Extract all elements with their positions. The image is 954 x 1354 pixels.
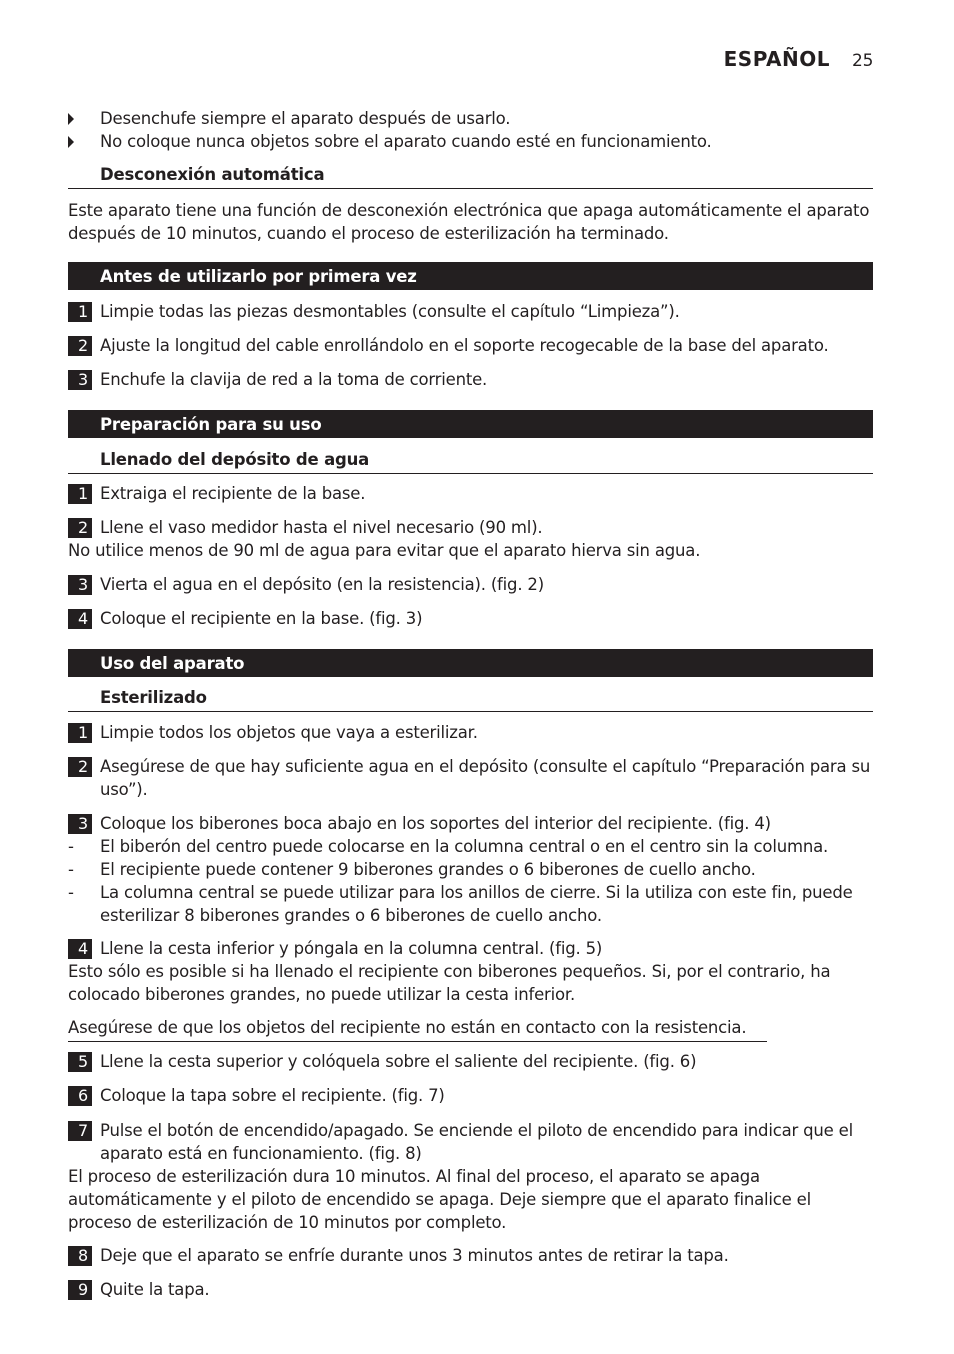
step3-dash-item: El biberón del centro puede colocarse en la columna central o en el centro sin la columna. (100, 837, 829, 856)
usage-step: Quite la tapa. (100, 1280, 210, 1299)
dash-marker: - (68, 837, 74, 856)
usage-step: Pulse el botón de encendido/apagado. Se enciende el piloto de encendido para indicar que el aparato está en funcionamiento. (fig. 8) (100, 1121, 853, 1163)
usage-heading: Uso del aparato (68, 649, 873, 677)
dash-marker: - (68, 860, 74, 879)
step-number: 4 (68, 609, 92, 629)
step4-note: Esto sólo es posible si ha llenado el recipiente con biberones pequeños. Si, por el contrario, ha colocado biberones grandes, no puede utilizar la cesta inferior. (68, 962, 831, 1004)
step-number: 8 (68, 1246, 92, 1266)
contact-warning: Asegúrese de que los objetos del recipiente no están en contacto con la resistencia. (68, 1016, 767, 1042)
usage-step: Llene la cesta inferior y póngala en la columna central. (fig. 5) (100, 939, 603, 958)
dash-marker: - (68, 883, 74, 902)
step-number: 2 (68, 757, 92, 777)
usage-step: Asegúrese de que hay suficiente agua en el depósito (consulte el capítulo “Preparación para su uso”). (100, 757, 871, 799)
step-number: 5 (68, 1052, 92, 1072)
page-number: 25 (852, 51, 874, 71)
step-number: 2 (68, 518, 92, 538)
usage-step: Llene la cesta superior y colóquela sobre el saliente del recipiente. (fig. 6) (100, 1052, 697, 1071)
header-language: ESPAÑOL (723, 47, 830, 71)
step3-dash-item: La columna central se puede utilizar para los anillos de cierre. Si la utiliza con este fin, puede esterilizar 8 biberones grandes o 6 biberones de cuello ancho. (100, 883, 853, 925)
bullet-icon (68, 113, 78, 125)
preparation-note: No utilice menos de 90 ml de agua para evitar que el aparato hierva sin agua. (68, 541, 701, 560)
step3-dash-item: El recipiente puede contener 9 biberones grandes o 6 biberones de cuello ancho. (100, 860, 756, 879)
step-number: 1 (68, 302, 92, 322)
step-number: 3 (68, 575, 92, 595)
step-number: 6 (68, 1086, 92, 1106)
step-number: 4 (68, 939, 92, 959)
auto-off-text: Este aparato tiene una función de desconexión electrónica que apaga automáticamente el aparato después de 10 minutos, cuando el proceso de esterilización ha terminado. (68, 201, 870, 243)
preparation-step: Vierta el agua en el depósito (en la resistencia). (fig. 2) (100, 575, 544, 594)
water-tank-subheading: Llenado del depósito de agua (68, 448, 873, 474)
usage-step: Deje que el aparato se enfríe durante unos 3 minutos antes de retirar la tapa. (100, 1246, 729, 1265)
step-number: 3 (68, 814, 92, 834)
step-number: 1 (68, 484, 92, 504)
preparation-step: Llene el vaso medidor hasta el nivel necesario (90 ml). (100, 518, 543, 537)
preparation-step: Extraiga el recipiente de la base. (100, 484, 366, 503)
preparation-heading: Preparación para su uso (68, 410, 873, 438)
sterilizing-subheading: Esterilizado (68, 686, 873, 712)
first-use-step: Enchufe la clavija de red a la toma de corriente. (100, 370, 488, 389)
step-number: 7 (68, 1121, 92, 1141)
usage-step: Limpie todos los objetos que vaya a esterilizar. (100, 723, 478, 742)
first-use-step: Limpie todas las piezas desmontables (consulte el capítulo “Limpieza”). (100, 302, 680, 321)
intro-bullet: Desenchufe siempre el aparato después de usarlo. (100, 109, 511, 128)
step7-note: El proceso de esterilización dura 10 minutos. Al final del proceso, el aparato se apaga automáticamente y el piloto de encendido se apaga. Deje siempre que el aparato finalice el proceso de esterilización de 10 minutos por completo. (68, 1167, 812, 1232)
step-number: 3 (68, 370, 92, 390)
usage-step: Coloque los biberones boca abajo en los soportes del interior del recipiente. (fig. 4) (100, 814, 771, 833)
step-number: 9 (68, 1280, 92, 1300)
step-number: 1 (68, 723, 92, 743)
auto-off-heading: Desconexión automática (68, 163, 873, 189)
step-number: 2 (68, 336, 92, 356)
first-use-step: Ajuste la longitud del cable enrollándolo en el soporte recogecable de la base del aparato. (100, 336, 829, 355)
bullet-icon (68, 136, 78, 148)
first-use-heading: Antes de utilizarlo por primera vez (68, 262, 873, 290)
usage-step: Coloque la tapa sobre el recipiente. (fig. 7) (100, 1086, 445, 1105)
preparation-step: Coloque el recipiente en la base. (fig. 3) (100, 609, 423, 628)
intro-bullet: No coloque nunca objetos sobre el aparato cuando esté en funcionamiento. (100, 132, 712, 151)
